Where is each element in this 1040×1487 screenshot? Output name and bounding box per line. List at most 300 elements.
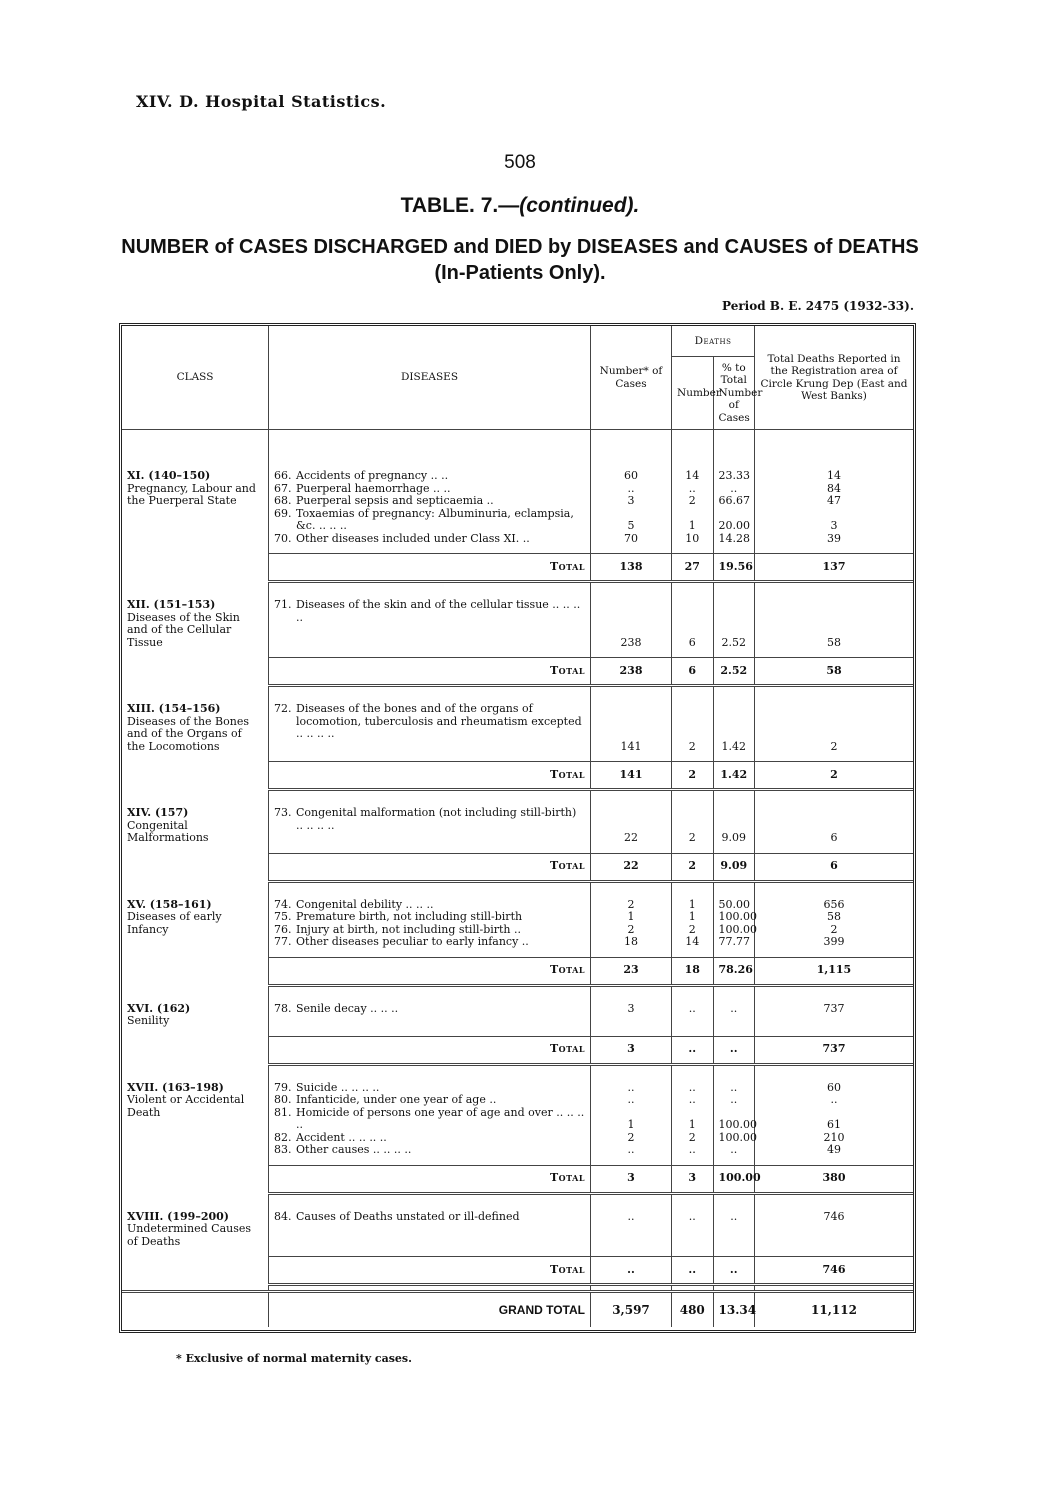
disease-text: Premature birth, not including still-birth [296,910,523,923]
spacer-cell [591,1248,672,1257]
class-cell [122,703,269,753]
class-cell [122,957,269,985]
disease-cell [269,807,591,845]
disease-text: Other diseases included under Class XI. .. [296,531,530,545]
spacer-cell [591,1193,672,1211]
spacer-cell [713,686,755,704]
disease-number: 78. [274,1001,292,1015]
table-label-text: TABLE. 7.— [400,194,520,217]
pct-cell: .. [713,1003,755,1028]
total-pct: .. [713,1257,755,1285]
disease-cell [269,495,591,508]
pct-cell: 20.00 [713,508,755,533]
spacer-cell [672,753,714,762]
disease-item [274,470,585,483]
spacer-cell [713,1193,755,1211]
disease-text: Homicide of persons one year of age and over .. .. .. .. [296,1105,585,1131]
spacer-cell [122,430,269,471]
spacer-row [122,649,913,658]
spacer-cell [591,790,672,808]
class-code: XVI. (162) [127,1001,191,1015]
disease-item [274,508,585,533]
deaths-cell: .. [672,1144,714,1157]
table-row [122,1082,913,1095]
spacer-cell [755,949,914,958]
grand-total-label: GRAND TOTAL [269,1292,591,1328]
disease-cell [269,1107,591,1132]
disease-item [274,936,585,949]
total-pct: 19.56 [713,554,755,582]
disease-number: 67. [274,481,292,495]
spacer-cell [269,985,591,1003]
spacer-cell [122,1157,269,1166]
spacer-row [122,1157,913,1166]
deaths-cell: 1 [672,508,714,533]
class-cell [122,658,269,686]
disease-text: Diseases of the skin and of the cellular tissue .. .. .. .. [296,598,581,624]
class-name: Senility [127,1014,170,1027]
disease-text: Congenital debility .. .. .. [296,897,434,911]
disease-item [274,1211,585,1224]
spacer-cell [713,845,755,854]
total-pct: 2.52 [713,658,755,686]
total-reported: 1,115 [755,957,914,985]
spacer-cell [713,881,755,899]
disease-cell [269,1144,591,1157]
pct-cell: 23.33 [713,470,755,483]
spacer-cell [755,790,914,808]
disease-number: 74. [274,897,292,911]
page-number: 508 [504,152,536,173]
spacer-cell [672,949,714,958]
spacer-cell [269,790,591,808]
total-cases: 238 [591,658,672,686]
pct-cell: 9.09 [713,807,755,845]
spacer-row [122,430,913,471]
cases-cell: 70 [591,533,672,546]
spacer-cell [122,790,269,808]
spacer-cell [672,985,714,1003]
spacer-row [122,686,913,704]
deaths-cell: 1 [672,911,714,924]
reported-cell: .. [830,1093,838,1106]
total-row [122,1165,913,1193]
disease-number: 69. [274,506,292,520]
class-code: XVIII. (199–200) [127,1209,229,1223]
spacer-cell [269,845,591,854]
total-cases: .. [591,1257,672,1285]
total-pct: 9.09 [713,853,755,881]
total-reported: 737 [755,1036,914,1064]
reported-cell: 58 [827,635,841,649]
total-label: Total [269,957,591,985]
spacer-cell [755,881,914,899]
table-label [0,194,1040,218]
total-label: Total [269,853,591,881]
pct-cell: 100.00 [713,924,755,937]
total-deaths: 3 [672,1165,714,1193]
spacer-cell [713,545,755,554]
class-cell [122,762,269,790]
class-code: XIII. (154–156) [127,702,221,715]
deaths-cell: 6 [672,599,714,649]
spacer-cell [672,430,714,471]
class-cell [122,1257,269,1285]
disease-text: Injury at birth, not including still-birth .. [296,922,522,936]
reported-cell: 39 [827,531,841,545]
col-header-class: CLASS [122,326,269,430]
deaths-cell: .. [672,1094,714,1107]
total-label: Total [269,554,591,582]
disease-item [274,599,585,624]
spacer-cell [713,1248,755,1257]
pct-cell: .. [713,1211,755,1249]
reported-cell: 656 [823,897,845,911]
spacer-cell [591,985,672,1003]
total-pct: 1.42 [713,762,755,790]
table-title [0,234,1040,286]
class-cell [122,1292,269,1328]
spacer-cell [122,881,269,899]
disease-item [274,495,585,508]
pct-cell: 100.00 [713,1132,755,1145]
col-header-deaths-pct: % to Total Number of Cases [713,357,755,430]
spacer-cell [122,753,269,762]
disease-cell [269,533,591,546]
deaths-cell: .. [672,1003,714,1028]
cases-cell: 2 [591,899,672,912]
spacer-row [122,881,913,899]
deaths-cell: .. [672,1211,714,1249]
spacer-cell [122,949,269,958]
spacer-cell [591,1028,672,1037]
grand-total-reported: 11,112 [755,1292,914,1328]
total-deaths: .. [672,1036,714,1064]
spacer-cell [591,845,672,854]
spacer-cell [269,1028,591,1037]
class-name: Pregnancy, Labour and the Puerperal State [127,481,256,507]
disease-text: Congenital malformation (not including still-birth) .. .. .. .. [296,806,577,832]
table-row [122,599,913,649]
disease-number: 73. [274,806,292,819]
spacer-cell [122,686,269,704]
footnote: * Exclusive of normal maternity cases. [176,1352,412,1365]
total-label: Total [269,658,591,686]
table-label-continued: (continued). [519,194,640,217]
spacer-cell [122,649,269,658]
spacer-row [122,545,913,554]
pct-cell: 1.42 [713,703,755,753]
class-code: XII. (151–153) [127,598,216,611]
disease-item [274,1094,585,1107]
class-cell [122,599,269,649]
spacer-cell [713,1064,755,1082]
cases-cell: 238 [591,599,672,649]
disease-item [274,807,585,832]
disease-number: 80. [274,1093,292,1106]
disease-item [274,1107,585,1132]
cases-cell: 141 [591,703,672,753]
disease-number: 77. [274,935,292,948]
total-cases: 141 [591,762,672,790]
spacer-cell [122,1193,269,1211]
spacer-cell [713,985,755,1003]
spacer-cell [122,1285,269,1292]
disease-item [274,533,585,546]
spacer-cell [269,649,591,658]
spacer-cell [713,1285,755,1292]
total-cases: 3 [591,1165,672,1193]
col-header-deaths: Deaths [672,326,755,357]
reported-cell: 737 [823,1001,845,1015]
cases-cell: 2 [591,1132,672,1145]
pct-cell: 77.77 [713,936,755,949]
spacer-cell [122,985,269,1003]
spacer-cell [672,881,714,899]
spacer-row [122,845,913,854]
spacer-cell [672,582,714,600]
disease-cell [269,1211,591,1249]
disease-text: Diseases of the bones and of the organs of locomotion, tuberculosis and rheumatism excepted .. .. .. .. [296,702,582,740]
period-label: Period B. E. 2475 (1932-33). [722,299,914,313]
class-name: Undetermined Causes of Deaths [127,1222,252,1248]
total-deaths: .. [672,1257,714,1285]
class-code: XIV. (157) [127,806,189,819]
deaths-cell: 2 [672,1132,714,1145]
reported-cell: 746 [823,1209,845,1223]
pct-cell: 50.00 [713,899,755,912]
class-name: Diseases of the Skin and of the Cellular Tissue [127,610,240,649]
disease-text: Puerperal haemorrhage .. .. [296,481,451,495]
cases-cell: .. [591,1144,672,1157]
total-row [122,853,913,881]
spacer-cell [755,545,914,554]
reported-cell: 84 [827,481,841,495]
spacer-cell [591,649,672,658]
spacer-row [122,985,913,1003]
deaths-cell: 10 [672,533,714,546]
class-code: XI. (140–150) [127,469,211,482]
spacer-row [122,949,913,958]
spacer-cell [672,1285,714,1292]
spacer-cell [591,1285,672,1292]
class-name: Congenital Malformations [127,818,209,844]
spacer-cell [713,753,755,762]
spacer-cell [122,845,269,854]
reported-cell: 3 [830,519,838,532]
spacer-cell [591,881,672,899]
reported-cell: 210 [823,1130,845,1144]
pct-cell: 14.28 [713,533,755,546]
deaths-cell: 1 [672,899,714,912]
total-label: Total [269,1036,591,1064]
class-cell [122,1082,269,1157]
spacer-cell [672,1028,714,1037]
reported-cell: 2 [830,922,838,936]
disease-item [274,1144,585,1157]
cases-cell: 2 [591,924,672,937]
spacer-cell [591,949,672,958]
spacer-row [122,1248,913,1257]
spacer-row [122,1193,913,1211]
disease-item [274,1003,585,1016]
class-cell [122,470,269,545]
spacer-cell [269,1193,591,1211]
spacer-cell [755,686,914,704]
spacer-cell [755,845,914,854]
table-title-line1: NUMBER of CASES DISCHARGED and DIED by DISEASES and CAUSES of DEATHS [121,236,919,258]
disease-number: 75. [274,910,292,923]
grand-total-deaths: 480 [672,1292,714,1328]
spacer-cell [269,881,591,899]
cases-cell: 5 [591,508,672,533]
disease-text: Other diseases peculiar to early infancy .. [296,935,529,948]
spacer-row [122,790,913,808]
total-row [122,1257,913,1285]
disease-number: 72. [274,702,292,715]
disease-text: Accident .. .. .. .. [296,1130,387,1144]
table-body [122,430,913,1328]
disease-number: 79. [274,1080,292,1094]
spacer-cell [591,545,672,554]
disease-text: Suicide .. .. .. .. [296,1080,380,1094]
total-reported: 6 [755,853,914,881]
spacer-cell [122,1064,269,1082]
spacer-cell [755,649,914,658]
total-cases: 23 [591,957,672,985]
deaths-cell: 14 [672,470,714,483]
reported-cell: 58 [827,910,841,923]
spacer-cell [269,686,591,704]
total-reported: 2 [755,762,914,790]
total-deaths: 6 [672,658,714,686]
total-deaths: 2 [672,853,714,881]
spacer-cell [269,1064,591,1082]
total-row [122,658,913,686]
spacer-cell [269,430,591,471]
class-cell [122,554,269,582]
spacer-cell [755,1157,914,1166]
cases-cell: .. [591,483,672,496]
disease-item [274,703,585,741]
spacer-row [122,582,913,600]
disease-number: 84. [274,1209,292,1223]
disease-number: 83. [274,1143,292,1156]
class-cell [122,807,269,845]
spacer-cell [672,1248,714,1257]
deaths-cell: .. [672,1082,714,1095]
grand-total-cases: 3,597 [591,1292,672,1328]
disease-text: Senile decay .. .. .. [296,1001,399,1015]
spacer-cell [755,1193,914,1211]
spacer-cell [713,1028,755,1037]
reported-cell: 60 [827,1080,841,1094]
spacer-row [122,1064,913,1082]
deaths-cell: 14 [672,936,714,949]
total-row [122,762,913,790]
spacer-cell [713,430,755,471]
total-label: Total [269,1165,591,1193]
total-row [122,957,913,985]
spacer-cell [672,686,714,704]
cases-cell: .. [591,1094,672,1107]
class-cell [122,899,269,949]
disease-number: 71. [274,598,292,611]
spacer-cell [591,582,672,600]
total-label: Total [269,762,591,790]
total-pct: .. [713,1036,755,1064]
total-label: Total [269,1257,591,1285]
spacer-cell [122,582,269,600]
grand-total-pct: 13.34 [713,1292,755,1328]
spacer-cell [591,753,672,762]
total-deaths: 2 [672,762,714,790]
reported-cell: 61 [827,1118,841,1131]
cases-cell: 18 [591,936,672,949]
col-header-diseases: DISEASES [269,326,591,430]
pct-cell: .. [713,1094,755,1107]
reported-cell: 6 [830,831,838,844]
spacer-cell [713,790,755,808]
disease-text: Toxaemias of pregnancy: Albuminuria, eclampsia, &c. .. .. .. [296,506,574,532]
table-title-line2: (In-Patients Only). [434,262,606,284]
deaths-cell: 2 [672,495,714,508]
deaths-cell: 1 [672,1107,714,1132]
table-row [122,703,913,753]
class-name: Violent or Accidental Death [127,1093,245,1119]
cases-cell: 1 [591,911,672,924]
disease-number: 66. [274,469,292,482]
spacer-cell [591,1157,672,1166]
cases-cell: 3 [591,495,672,508]
spacer-cell [122,1028,269,1037]
statistics-table-frame [119,323,916,1333]
spacer-cell [713,582,755,600]
class-cell [122,1036,269,1064]
total-reported: 137 [755,554,914,582]
spacer-cell [269,753,591,762]
pct-cell: 66.67 [713,495,755,508]
class-cell [122,1165,269,1193]
spacer-cell [591,686,672,704]
section-heading: XIV. D. Hospital Statistics. [136,92,387,111]
disease-number: 68. [274,494,292,507]
reported-cell: 2 [830,739,838,753]
col-header-cases: Number* of Cases [591,326,672,430]
reported-cell: 47 [827,494,841,507]
spacer-cell [672,845,714,854]
table-row [122,1003,913,1028]
class-cell [122,1211,269,1249]
class-code: XVII. (163–198) [127,1080,224,1094]
disease-number: 76. [274,922,292,936]
pct-cell: .. [713,1144,755,1157]
disease-number: 70. [274,531,292,545]
deaths-cell: .. [672,483,714,496]
deaths-cell: 2 [672,924,714,937]
class-code: XV. (158–161) [127,897,212,911]
spacer-cell [672,1193,714,1211]
class-cell [122,853,269,881]
spacer-cell [713,1157,755,1166]
spacer-cell [122,545,269,554]
disease-item [274,911,585,924]
spacer-cell [269,1285,591,1292]
pct-cell: 100.00 [713,1107,755,1132]
reported-cell: 49 [827,1143,841,1156]
disease-cell [269,599,591,649]
disease-text: Causes of Deaths unstated or ill-defined [296,1209,520,1223]
